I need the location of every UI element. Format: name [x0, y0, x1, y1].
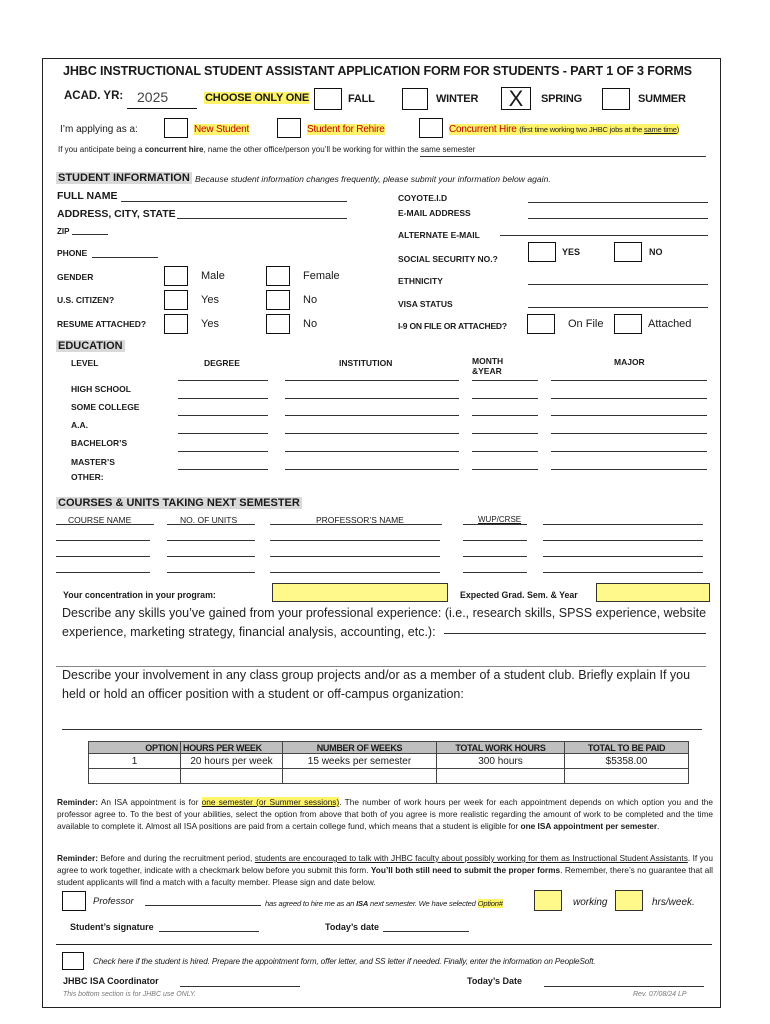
edu-level-bachelors: BACHELOR’S [71, 438, 128, 448]
resume-label: RESUME ATTACHED? [57, 319, 147, 329]
resume-no-checkbox[interactable] [266, 314, 290, 334]
ethnicity-line[interactable] [528, 284, 708, 285]
new-student-checkbox[interactable] [164, 118, 188, 138]
ssn-yes-checkbox[interactable] [528, 242, 556, 262]
i9-file-checkbox[interactable] [527, 314, 555, 334]
options-row [89, 754, 689, 769]
full-name-line[interactable] [121, 201, 347, 202]
phone-label: PHONE [57, 248, 88, 258]
total-hours-header: TOTAL WORK HOURS [437, 742, 565, 754]
options-empty-row [89, 769, 689, 784]
concurrent-checkbox[interactable] [419, 118, 443, 138]
revision-note: Rev. 07/08/24 LP [633, 991, 687, 998]
winter-label: WINTER [436, 93, 479, 105]
office-date-line[interactable] [544, 986, 704, 987]
ssn-no-label: NO [649, 247, 663, 257]
weeks-value: 15 weeks per semester [283, 754, 437, 769]
edu-month-year-header: MONTH &YEAR [472, 356, 504, 376]
i9-label: I-9 ON FILE OR ATTACHED? [398, 321, 507, 331]
professor-header: PROFESSOR’S NAME [316, 515, 404, 525]
resume-no-label: No [303, 318, 318, 330]
ssn-no-checkbox[interactable] [614, 242, 642, 262]
ethnicity-label: ETHNICITY [398, 276, 443, 286]
hired-note: Check here if the student is hired. Prepare the appointment form, offer letter, and SS letter if needed. Finally, enter the information on PeopleSoft. [93, 957, 596, 966]
skills-question: Describe any skills you’ve gained from your professional experience: (i.e., research skills, SPSS experience, website experience, marketing strategy, financial analysis, accounting, etc.): [62, 606, 707, 639]
concurrent-hire-text: Concurrent Hire [449, 124, 517, 135]
form-title: JHBC INSTRUCTIONAL STUDENT ASSISTANT APPLICATION FORM FOR STUDENTS - PART 1 OF 3 FORMS [63, 64, 692, 78]
concurrent-label [449, 124, 679, 135]
courses-heading: COURSES & UNITS TAKING NEXT SEMESTER [58, 497, 300, 509]
edu-degree-header: DEGREE [204, 358, 240, 368]
male-checkbox[interactable] [164, 266, 188, 286]
acad-year-label: ACAD. YR: [64, 90, 124, 102]
resume-yes-checkbox[interactable] [164, 314, 188, 334]
address-label: ADDRESS, CITY, STATE [57, 208, 176, 220]
reminder-appointment: Reminder: An ISA appointment is for one semester (or Summer sessions). The number of work hours per week for each appointment depends on which option you and the professor agree to. To the best of your abilities, select the option from above that both of you agree is more realistic regarding the amount of work to be completed and the time available to complete it. Almost all ISA positions are paid from a certain college fund, which means that a student is eligible for one ISA appointment per semester. [57, 797, 713, 831]
edu-level-aa: A.A. [71, 420, 88, 430]
hours-per-week-field[interactable] [615, 890, 643, 911]
office-date-label: Today’s Date [467, 976, 523, 986]
fall-label: FALL [348, 93, 375, 105]
concentration-field[interactable] [272, 583, 448, 602]
coordinator-label: JHBC ISA Coordinator [63, 976, 159, 986]
zip-label: ZIP [57, 227, 70, 236]
choose-only-one-note: CHOOSE ONLY ONE [205, 92, 309, 104]
ssn-label: SOCIAL SECURITY NO.? [398, 254, 498, 264]
reminder-recruitment: Reminder: Before and during the recruitment period, students are encouraged to talk with JHBC faculty about possibly working for them as Instructional Student Assistants. If you agree to work together, indicate with a checkmark below before you submit this form. You’ll both still need to submit the proper forms. Remember, there’s no guarantee that all student applicants will find a match with a faculty member. Please sign and date below. [57, 853, 713, 887]
option-number: 1 [89, 754, 181, 769]
student-info-heading: STUDENT INFORMATION [58, 172, 190, 184]
edu-level-some-college: SOME COLLEGE [71, 402, 140, 412]
agreement-text: has agreed to hire me as an ISA next semester. We have selected Option# [265, 899, 503, 908]
total-paid-value: $5358.00 [565, 754, 689, 769]
coordinator-line[interactable] [180, 986, 300, 987]
concentration-label: Your concentration in your program: [63, 590, 216, 600]
spring-checkbox[interactable]: X [501, 87, 531, 110]
female-label: Female [303, 270, 340, 282]
todays-date-label: Today’s date [325, 922, 380, 932]
visa-label: VISA STATUS [398, 299, 453, 309]
student-signature-label: Student’s signature [70, 922, 154, 932]
i9-attached-checkbox[interactable] [614, 314, 642, 334]
rehire-label: Student for Rehire [307, 124, 385, 135]
new-student-label: New Student [194, 124, 250, 135]
professor-name-line[interactable] [145, 905, 261, 906]
anticipate-note: If you anticipate being a concurrent hire, name the other office/person you’ll be working for within the same semester [58, 145, 476, 154]
spring-label: SPRING [541, 93, 582, 105]
resume-yes-label: Yes [201, 318, 219, 330]
coyote-id-label: COYOTE.I.D [398, 193, 448, 203]
working-label: working [573, 897, 608, 908]
education-heading: EDUCATION [58, 340, 123, 352]
winter-checkbox[interactable] [402, 88, 428, 110]
option-header: OPTION [89, 742, 181, 754]
grad-label: Expected Grad. Sem. & Year [460, 590, 578, 600]
edu-level-other: OTHER: [71, 472, 104, 482]
ssn-yes-label: YES [562, 247, 581, 257]
email-line[interactable] [528, 218, 708, 219]
professor-label: Professor [93, 896, 134, 907]
student-signature-line[interactable] [159, 931, 259, 932]
student-info-note: Because student information changes frequently, please submit your information below again. [195, 174, 551, 184]
total-hours-value: 300 hours [437, 754, 565, 769]
citizen-no-label: No [303, 294, 318, 306]
total-paid-header: TOTAL TO BE PAID [565, 742, 689, 754]
office-use-note: This bottom section is for JHBC use ONLY. [63, 991, 196, 998]
concurrent-note: (first time working two JHBC jobs at the same time) [519, 125, 680, 134]
options-table [88, 741, 689, 784]
wup-header: WUP/CRSE [478, 515, 522, 524]
edu-level-header: LEVEL [71, 358, 99, 368]
summer-checkbox[interactable] [602, 88, 630, 110]
applying-as-label: I’m applying as a: [60, 124, 138, 135]
acad-year-underline [127, 108, 197, 109]
alt-email-line[interactable] [500, 235, 708, 236]
professor-agreed-checkbox[interactable] [62, 891, 86, 911]
hrs-week-label: hrs/week. [652, 897, 695, 908]
visa-line[interactable] [528, 307, 708, 308]
todays-date-line[interactable] [383, 931, 469, 932]
email-label: E-MAIL ADDRESS [398, 208, 471, 218]
office-use-divider [56, 944, 712, 945]
citizen-label: U.S. CITIZEN? [57, 295, 115, 305]
fall-checkbox[interactable] [314, 88, 342, 110]
option-number-field[interactable] [534, 890, 562, 911]
citizen-yes-label: Yes [201, 294, 219, 306]
edu-level-masters: MASTER’S [71, 457, 115, 467]
weeks-header: NUMBER OF WEEKS [283, 742, 437, 754]
options-header-row [89, 742, 689, 754]
phone-line[interactable] [92, 257, 158, 258]
female-checkbox[interactable] [266, 266, 290, 286]
citizen-no-checkbox[interactable] [266, 290, 290, 310]
grad-field[interactable] [596, 583, 710, 602]
hours-value: 20 hours per week [181, 754, 283, 769]
skills-answer-line[interactable] [444, 633, 706, 634]
male-label: Male [201, 270, 225, 282]
units-header: NO. OF UNITS [180, 515, 238, 525]
edu-major-header: MAJOR [614, 357, 645, 367]
hours-header: HOURS PER WEEK [181, 742, 283, 754]
edu-institution-header: INSTITUTION [339, 358, 393, 368]
involvement-answer-line[interactable] [62, 729, 702, 730]
coyote-id-line[interactable] [528, 202, 708, 203]
zip-line[interactable] [72, 234, 108, 235]
hired-checkbox[interactable] [62, 952, 84, 970]
full-name-label: FULL NAME [57, 190, 118, 202]
acad-year-value[interactable]: 2025 [137, 89, 169, 105]
alt-email-label: ALTERNATE E-MAIL [398, 230, 480, 240]
citizen-yes-checkbox[interactable] [164, 290, 188, 310]
course-name-header: COURSE NAME [68, 515, 132, 525]
concurrent-other-line[interactable] [420, 156, 706, 157]
gender-label: GENDER [57, 272, 94, 282]
address-line[interactable] [177, 218, 347, 219]
summer-label: SUMMER [638, 93, 686, 105]
rehire-checkbox[interactable] [277, 118, 301, 138]
edu-level-high-school: HIGH SCHOOL [71, 384, 131, 394]
i9-attached-label: Attached [648, 318, 692, 330]
involvement-question: Describe your involvement in any class group projects and/or as a member of a student club. Briefly explain If you held or hold an officer position with a student or off-campus organization: [62, 668, 691, 701]
i9-file-label: On File [568, 318, 604, 330]
